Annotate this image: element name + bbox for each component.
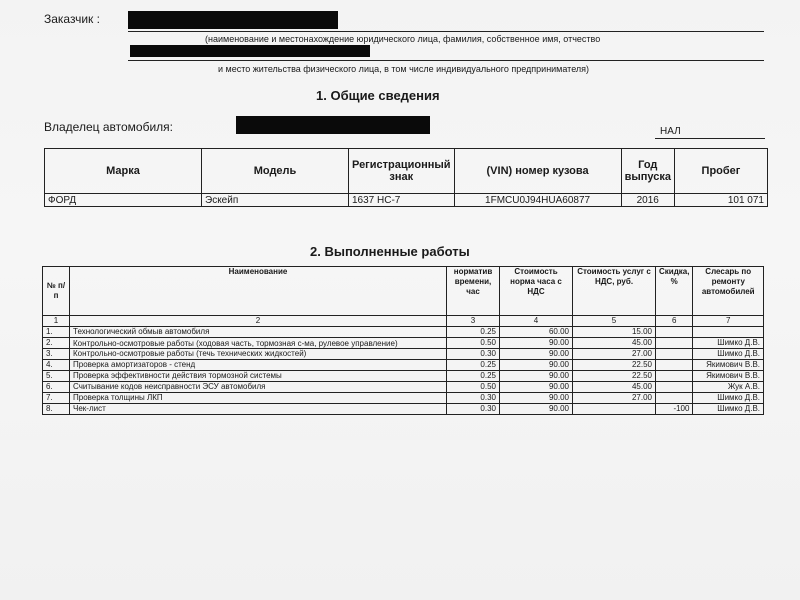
col-year: Год выпуска — [621, 149, 674, 194]
row-discount — [656, 327, 693, 338]
row-mechanic: Шимко Д.В. — [693, 393, 764, 404]
colnum-3: 3 — [447, 316, 500, 327]
colnum-5: 5 — [573, 316, 656, 327]
vin-value: 1FMCU0J94HUA60877 — [454, 194, 621, 207]
row-mechanic: Шимко Д.В. — [693, 404, 764, 415]
row-num: 8. — [43, 404, 70, 415]
works-table — [42, 266, 764, 415]
row-num: 7. — [43, 393, 70, 404]
col-mechanic: Слесарь по ремонту автомобилей — [693, 267, 764, 316]
row-discount — [656, 371, 693, 382]
row-cost: 27.00 — [573, 349, 656, 360]
row-num: 6. — [43, 382, 70, 393]
row-norm: 0.30 — [447, 393, 500, 404]
row-rate: 90.00 — [500, 349, 573, 360]
section2-title: 2. Выполненные работы — [310, 244, 470, 259]
col-num: № п/п — [43, 267, 70, 316]
row-cost: 45.00 — [573, 338, 656, 349]
row-norm: 0.25 — [447, 371, 500, 382]
row-cost: 22.50 — [573, 360, 656, 371]
row-num: 1. — [43, 327, 70, 338]
table-row — [43, 393, 764, 404]
table-row — [43, 404, 764, 415]
row-name: Проверка амортизаторов - стенд — [70, 360, 447, 371]
colnum-1: 1 — [43, 316, 70, 327]
colnum-4: 4 — [500, 316, 573, 327]
col-hour-cost: Стоимость норма часа с НДС — [500, 267, 573, 316]
colnum-6: 6 — [656, 316, 693, 327]
row-mechanic: Якимович В.В. — [693, 371, 764, 382]
col-vin: (VIN) номер кузова — [454, 149, 621, 194]
table-row — [43, 371, 764, 382]
customer-line — [128, 31, 764, 32]
row-norm: 0.25 — [447, 360, 500, 371]
col-name: Наименование — [70, 267, 447, 316]
col-make: Марка — [45, 149, 202, 194]
row-discount — [656, 382, 693, 393]
owner-suffix-line — [655, 138, 765, 139]
row-cost: 15.00 — [573, 327, 656, 338]
row-mechanic: Жук А.В. — [693, 382, 764, 393]
mileage-value: 101 071 — [674, 194, 767, 207]
row-mechanic: Шимко Д.В. — [693, 349, 764, 360]
owner-suffix: НАЛ — [660, 126, 681, 137]
col-service-cost: Стоимость услуг с НДС, руб. — [573, 267, 656, 316]
row-mechanic: Якимович В.В. — [693, 360, 764, 371]
vehicle-table — [44, 148, 768, 207]
works-header-row — [43, 267, 764, 316]
row-discount — [656, 349, 693, 360]
row-rate: 90.00 — [500, 360, 573, 371]
table-row — [43, 338, 764, 349]
table-row — [43, 360, 764, 371]
row-norm: 0.25 — [447, 327, 500, 338]
owner-label: Владелец автомобиля: — [44, 120, 173, 134]
row-norm: 0.30 — [447, 349, 500, 360]
row-mechanic: Шимко Д.В. — [693, 338, 764, 349]
col-mileage: Пробег — [674, 149, 767, 194]
row-discount — [656, 338, 693, 349]
row-name: Контрольно-осмотровые работы (течь технических жидкостей) — [70, 349, 447, 360]
section1-title: 1. Общие сведения — [316, 88, 440, 103]
col-reg: Регистрационный знак — [349, 149, 455, 194]
row-norm: 0.30 — [447, 404, 500, 415]
row-num: 2. — [43, 338, 70, 349]
colnum-2: 2 — [70, 316, 447, 327]
works-colnum-row — [43, 316, 764, 327]
customer-hint-2: и место жительства физического лица, в том числе индивидуального предпринимателя) — [218, 64, 590, 74]
redacted-customer-address — [130, 45, 370, 57]
redacted-owner — [236, 116, 430, 134]
table-row — [43, 349, 764, 360]
customer-label: Заказчик : — [44, 12, 100, 26]
row-discount: -100 — [656, 404, 693, 415]
customer-line-2 — [128, 60, 764, 61]
model-value: Эскейп — [202, 194, 349, 207]
customer-hint-1: (наименование и местонахождение юридического лица, фамилия, собственное имя, отчество — [205, 34, 601, 44]
colnum-7: 7 — [693, 316, 764, 327]
reg-value: 1637 НС-7 — [349, 194, 455, 207]
row-rate: 90.00 — [500, 393, 573, 404]
row-rate: 90.00 — [500, 404, 573, 415]
row-name: Проверка толщины ЛКП — [70, 393, 447, 404]
row-rate: 60.00 — [500, 327, 573, 338]
row-cost: 45.00 — [573, 382, 656, 393]
row-num: 4. — [43, 360, 70, 371]
row-name: Проверка эффективности действия тормозной системы — [70, 371, 447, 382]
year-value: 2016 — [621, 194, 674, 207]
table-row — [43, 382, 764, 393]
row-norm: 0.50 — [447, 338, 500, 349]
col-norm: норматив времени, час — [447, 267, 500, 316]
works-body — [43, 327, 764, 415]
row-discount — [656, 360, 693, 371]
vehicle-data-row — [45, 194, 768, 207]
row-mechanic — [693, 327, 764, 338]
row-name: Считывание кодов неисправности ЭСУ автомобиля — [70, 382, 447, 393]
table-row — [43, 327, 764, 338]
row-rate: 90.00 — [500, 371, 573, 382]
redacted-customer-name — [128, 11, 338, 29]
row-name: Технологический обмыв автомобиля — [70, 327, 447, 338]
row-cost: 27.00 — [573, 393, 656, 404]
col-model: Модель — [202, 149, 349, 194]
col-discount: Скидка, % — [656, 267, 693, 316]
row-cost: 22.50 — [573, 371, 656, 382]
row-rate: 90.00 — [500, 382, 573, 393]
row-name: Контрольно-осмотровые работы (ходовая часть, тормозная с-ма, рулевое управление) — [70, 338, 447, 349]
row-discount — [656, 393, 693, 404]
row-cost — [573, 404, 656, 415]
row-num: 3. — [43, 349, 70, 360]
make-value: ФОРД — [45, 194, 202, 207]
row-norm: 0.50 — [447, 382, 500, 393]
row-num: 5. — [43, 371, 70, 382]
row-name: Чек-лист — [70, 404, 447, 415]
row-rate: 90.00 — [500, 338, 573, 349]
vehicle-header-row — [45, 149, 768, 194]
